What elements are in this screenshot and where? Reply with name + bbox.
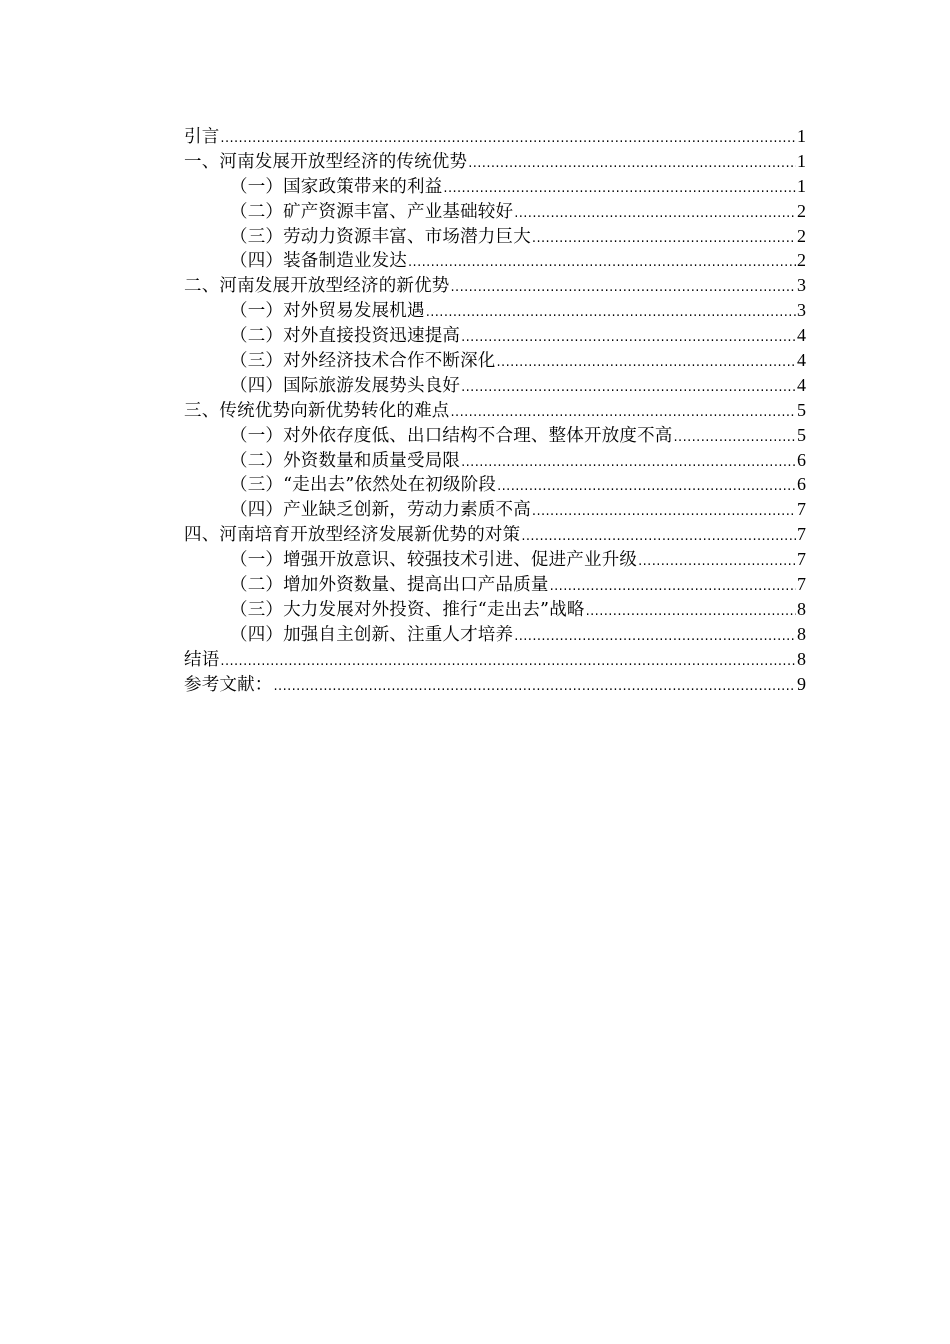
toc-entry-page-number: 1 [797, 126, 806, 146]
toc-entry-page-number: 4 [797, 374, 806, 395]
toc-entry-page-number: 3 [797, 275, 806, 296]
toc-entry[interactable] [184, 373, 806, 398]
toc-dot-leader [674, 426, 797, 448]
toc-entry-title: （二）增加外资数量、提高出口产品质量 [230, 575, 549, 596]
toc-entry[interactable] [184, 647, 806, 672]
toc-dot-leader [532, 227, 796, 249]
toc-entry-page-number: 6 [797, 474, 806, 495]
toc-dot-leader [497, 351, 797, 373]
toc-entry-title: 二、河南发展开放型经济的新优势 [184, 276, 450, 297]
toc-dot-leader [638, 550, 796, 572]
toc-entry[interactable] [184, 323, 806, 348]
toc-entry-page-number: 7 [797, 574, 806, 595]
toc-entry-title: （一）国家政策带来的利益 [230, 176, 443, 197]
toc-entry-title: （三）对外经济技术合作不断深化 [230, 351, 496, 372]
toc-entry[interactable] [184, 672, 806, 697]
toc-entry-page-number: 9 [797, 673, 806, 694]
toc-entry[interactable] [184, 224, 806, 249]
toc-entry-page-number: 5 [797, 424, 806, 445]
toc-dot-leader [521, 525, 796, 547]
toc-entry-page-number: 6 [797, 449, 806, 470]
toc-entry-page-number: 8 [797, 598, 806, 619]
toc-entry[interactable] [184, 423, 806, 448]
toc-entry-title: 一、河南发展开放型经济的传统优势 [184, 151, 468, 172]
toc-dot-leader [461, 451, 796, 473]
toc-entry[interactable] [184, 273, 806, 298]
toc-entry-title: （一）对外贸易发展机遇 [230, 301, 425, 322]
toc-entry[interactable] [184, 572, 806, 597]
toc-entry-title: 参考文献： [184, 674, 273, 695]
toc-entry-page-number: 4 [797, 325, 806, 346]
toc-entry[interactable] [184, 398, 806, 423]
toc-dot-leader [461, 326, 796, 348]
toc-entry-title: （一）对外依存度低、出口结构不合理、整体开放度不高 [230, 425, 673, 446]
toc-dot-leader [408, 251, 796, 273]
toc-entry[interactable] [184, 149, 806, 174]
toc-dot-leader [220, 127, 796, 149]
toc-entry-title: （二）对外直接投资迅速提高 [230, 326, 461, 347]
toc-entry-title: （三）大力发展对外投资、推行“走出去”战略 [230, 599, 585, 620]
toc-dot-leader [451, 401, 797, 423]
toc-entry[interactable] [184, 124, 806, 149]
toc-entry-title: （一）增强开放意识、较强技术引进、促进产业升级 [230, 550, 638, 571]
toc-entry-title: （四）产业缺乏创新，劳动力素质不高 [230, 500, 531, 521]
toc-entry[interactable] [184, 547, 806, 572]
toc-entry-page-number: 2 [797, 225, 806, 246]
toc-entry-page-number: 1 [797, 175, 806, 196]
toc-entry-page-number: 7 [797, 549, 806, 570]
toc-dot-leader [443, 177, 796, 199]
toc-entry[interactable] [184, 348, 806, 373]
toc-entry-page-number: 8 [797, 623, 806, 644]
toc-dot-leader [274, 675, 797, 697]
toc-entry-title: （四）国际旅游发展势头良好 [230, 375, 461, 396]
toc-dot-leader [497, 475, 796, 497]
toc-dot-leader [532, 500, 796, 522]
toc-entry-page-number: 8 [797, 648, 806, 669]
toc-dot-leader [550, 575, 796, 597]
toc-entry[interactable] [184, 622, 806, 647]
toc-entry[interactable] [184, 472, 806, 497]
toc-dot-leader [468, 152, 796, 174]
toc-entry-page-number: 2 [797, 250, 806, 271]
toc-entry-title: 引言 [184, 127, 220, 147]
toc-entry[interactable] [184, 298, 806, 323]
toc-entry[interactable] [184, 174, 806, 199]
toc-dot-leader [514, 625, 796, 647]
toc-entry-title: （二）外资数量和质量受局限 [230, 450, 461, 471]
toc-dot-leader [220, 650, 796, 672]
toc-entry[interactable] [184, 522, 806, 547]
toc-entry-page-number: 3 [797, 300, 806, 321]
toc-entry-title: （二）矿产资源丰富、产业基础较好 [230, 201, 514, 222]
toc-entry-title: （四）装备制造业发达 [230, 251, 407, 272]
toc-entry-page-number: 2 [797, 200, 806, 221]
toc-entry-title: 三、传统优势向新优势转化的难点 [184, 400, 450, 421]
toc-entry-title: （三）“走出去”依然处在初级阶段 [230, 475, 497, 496]
toc-entry[interactable] [184, 448, 806, 473]
toc-entry[interactable] [184, 497, 806, 522]
toc-dot-leader [514, 202, 796, 224]
toc-entry-title: 四、河南培育开放型经济发展新优势的对策 [184, 525, 521, 546]
toc-dot-leader [461, 376, 796, 398]
toc-entry[interactable] [184, 248, 806, 273]
toc-entry-page-number: 7 [797, 499, 806, 520]
toc-entry-page-number: 1 [797, 150, 806, 171]
toc-entry-page-number: 4 [797, 350, 806, 371]
toc-dot-leader [426, 301, 796, 323]
toc-entry[interactable] [184, 199, 806, 224]
toc-entry-title: 结语 [184, 649, 220, 670]
table-of-contents [184, 124, 806, 696]
toc-dot-leader [586, 600, 796, 622]
toc-entry-title: （三）劳动力资源丰富、市场潜力巨大 [230, 226, 531, 247]
toc-dot-leader [451, 276, 797, 298]
toc-entry[interactable] [184, 597, 806, 622]
toc-entry-title: （四）加强自主创新、注重人才培养 [230, 624, 514, 645]
toc-entry-page-number: 7 [797, 524, 806, 545]
toc-entry-page-number: 5 [797, 399, 806, 420]
